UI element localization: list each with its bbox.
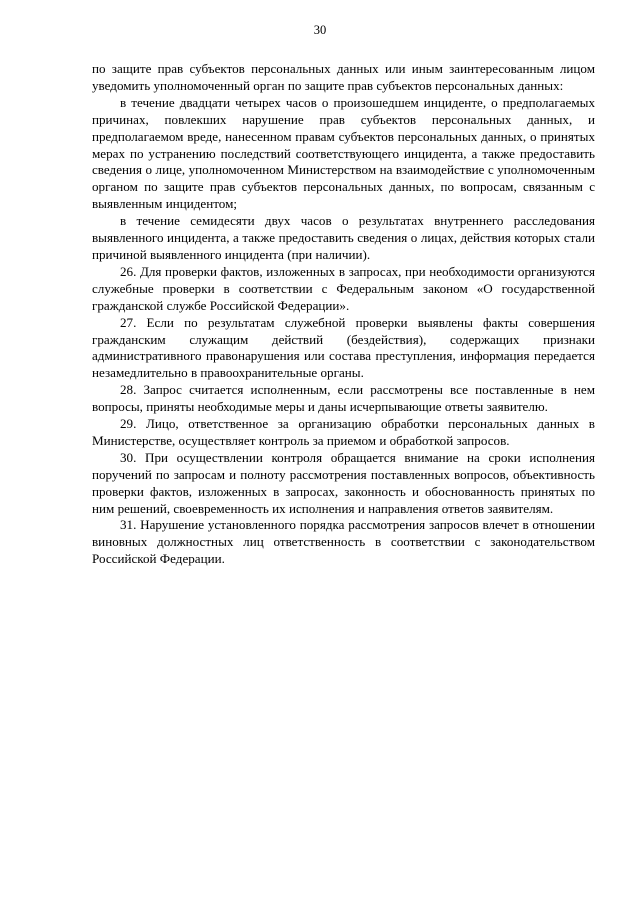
paragraph-30: 30. При осуществлении контроля обращается внимание на сроки исполнения поручений по запросам и полноту рассмотрения поставленных вопросов, объективность проверки фактов, изложенных в запросах, законность и обоснованность принятых по ним решений, своевременность их исполнения и направления ответов заявителям.: [92, 449, 595, 516]
paragraph-continuation: по защите прав субъектов персональных данных или иным заинтересованным лицом уведомить уполномоченный орган по защите прав субъектов персональных данных:: [92, 61, 595, 93]
paragraph-28: 28. Запрос считается исполненным, если рассмотрены все поставленные в нем вопросы, приняты необходимые меры и даны исчерпывающие ответы заявителю.: [92, 382, 595, 415]
paragraph-26: 26. Для проверки фактов, изложенных в запросах, при необходимости организуются служебные проверки в соответствии с Федеральным законом «О государственной гражданской службе Российской Федерации».: [92, 263, 595, 313]
paragraph-31: 31. Нарушение установленного порядка рассмотрения запросов влечет в отношении виновных должностных лиц ответственность в соответствии с законодательством Российской Федерации.: [92, 517, 595, 567]
paragraph-72-hours: в течение семидесяти двух часов о результатах внутреннего расследования выявленного инцидента, а также предоставить сведения о лицах, действия которых стали причиной выявленного инцидента (при наличии).: [92, 213, 595, 262]
page-number: 30: [313, 23, 327, 37]
document-body: [92, 61, 595, 568]
paragraph-29: 29. Лицо, ответственное за организацию обработки персональных данных в Министерстве, осуществляет контроль за приемом и обработкой запросов.: [92, 416, 595, 448]
paragraph-27: 27. Если по результатам служебной проверки выявлены факты совершения гражданским служащим действий (бездействия), содержащих признаки административного правонарушения или состава преступления, информация передается незамедлительно в правоохранительные органы.: [92, 314, 595, 381]
paragraph-24-hours: в течение двадцати четырех часов о произошедшем инциденте, о предполагаемых причинах, повлекших нарушение прав субъектов персональных данных, и предполагаемом вреде, нанесенном правам субъектов персональных данных, о принятых мерах по устранению последствий соответствующего инцидента, а также предоставить сведения о лице, уполномоченном Министерством на взаимодействие с уполномоченным органом по защите прав субъектов персональных данных, по вопросам, связанным с выявленным инцидентом;: [92, 94, 595, 212]
